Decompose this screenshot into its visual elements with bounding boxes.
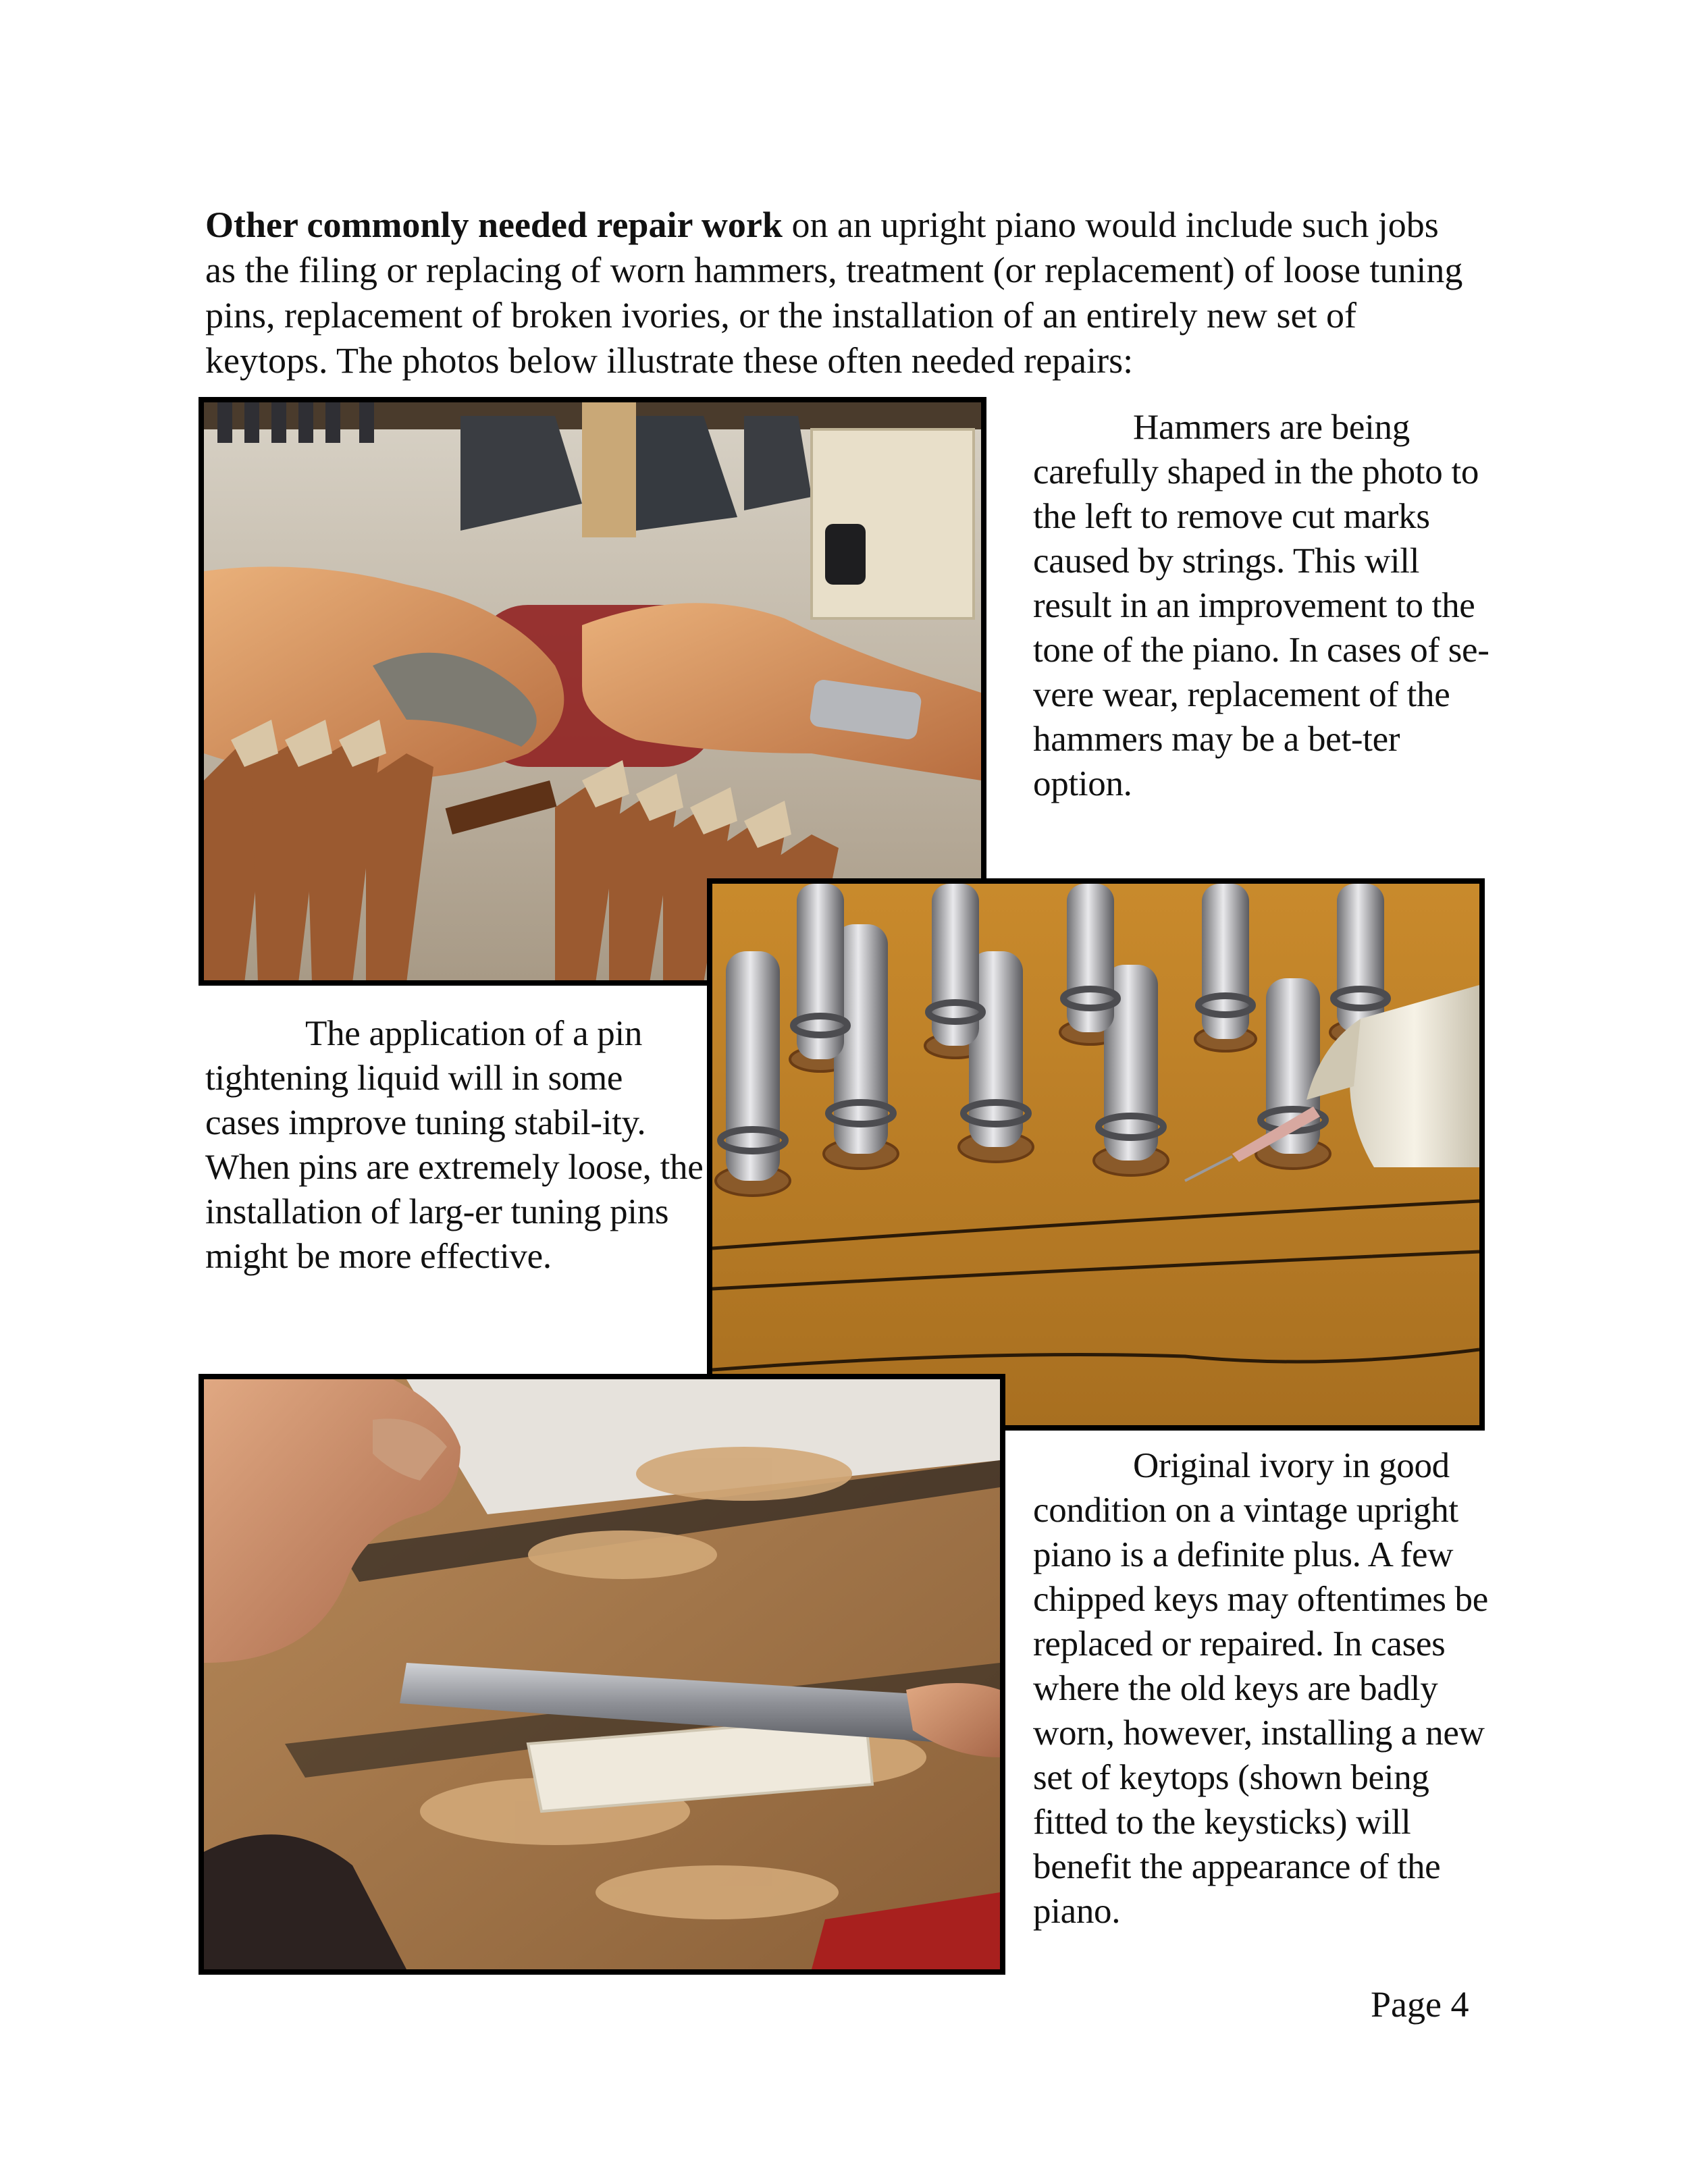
caption-pins-text: The application of a pin tightening liquid will in some cases improve tuning stabil-ity. When pins are extremely loose, the installation of larg-er tuning pins might be more effective. — [205, 1014, 704, 1276]
intro-bold-lead: Other commonly needed repair work — [205, 205, 783, 245]
caption-pins — [205, 1011, 705, 1279]
photo-keytop-filing — [199, 1374, 1005, 1975]
page-number: Page 4 — [1371, 1984, 1469, 2025]
caption-ivory-text: Original ivory in good condition on a vintage upright piano is a definite plus. A few chipped keys may oftentimes be replaced or repaired. In cases where the old keys are badly worn, however, installing a new set of keytops (shown being fitted to the keysticks) will benefit the appearance of the piano. — [1033, 1446, 1488, 1931]
intro-text: on an upright piano would include such jobs as the filing or replacing of worn hammers, treatment (or replacement) of loose tuning pins, replacement of broken ivories, or the installation of an entirely new set of keytops. The photos below illustrate these often needed repairs: — [205, 205, 1463, 381]
intro-paragraph — [205, 203, 1475, 383]
caption-hammers — [1033, 405, 1499, 806]
caption-hammers-text: Hammers are being carefully shaped in the photo to the left to remove cut marks caused by strings. This will result in an improvement to the tone of the piano. In cases of se-vere wear, replacement of the hammers may be a bet-ter option. — [1033, 408, 1489, 803]
photo-tuning-pins — [707, 878, 1485, 1431]
caption-ivory — [1033, 1443, 1499, 1934]
